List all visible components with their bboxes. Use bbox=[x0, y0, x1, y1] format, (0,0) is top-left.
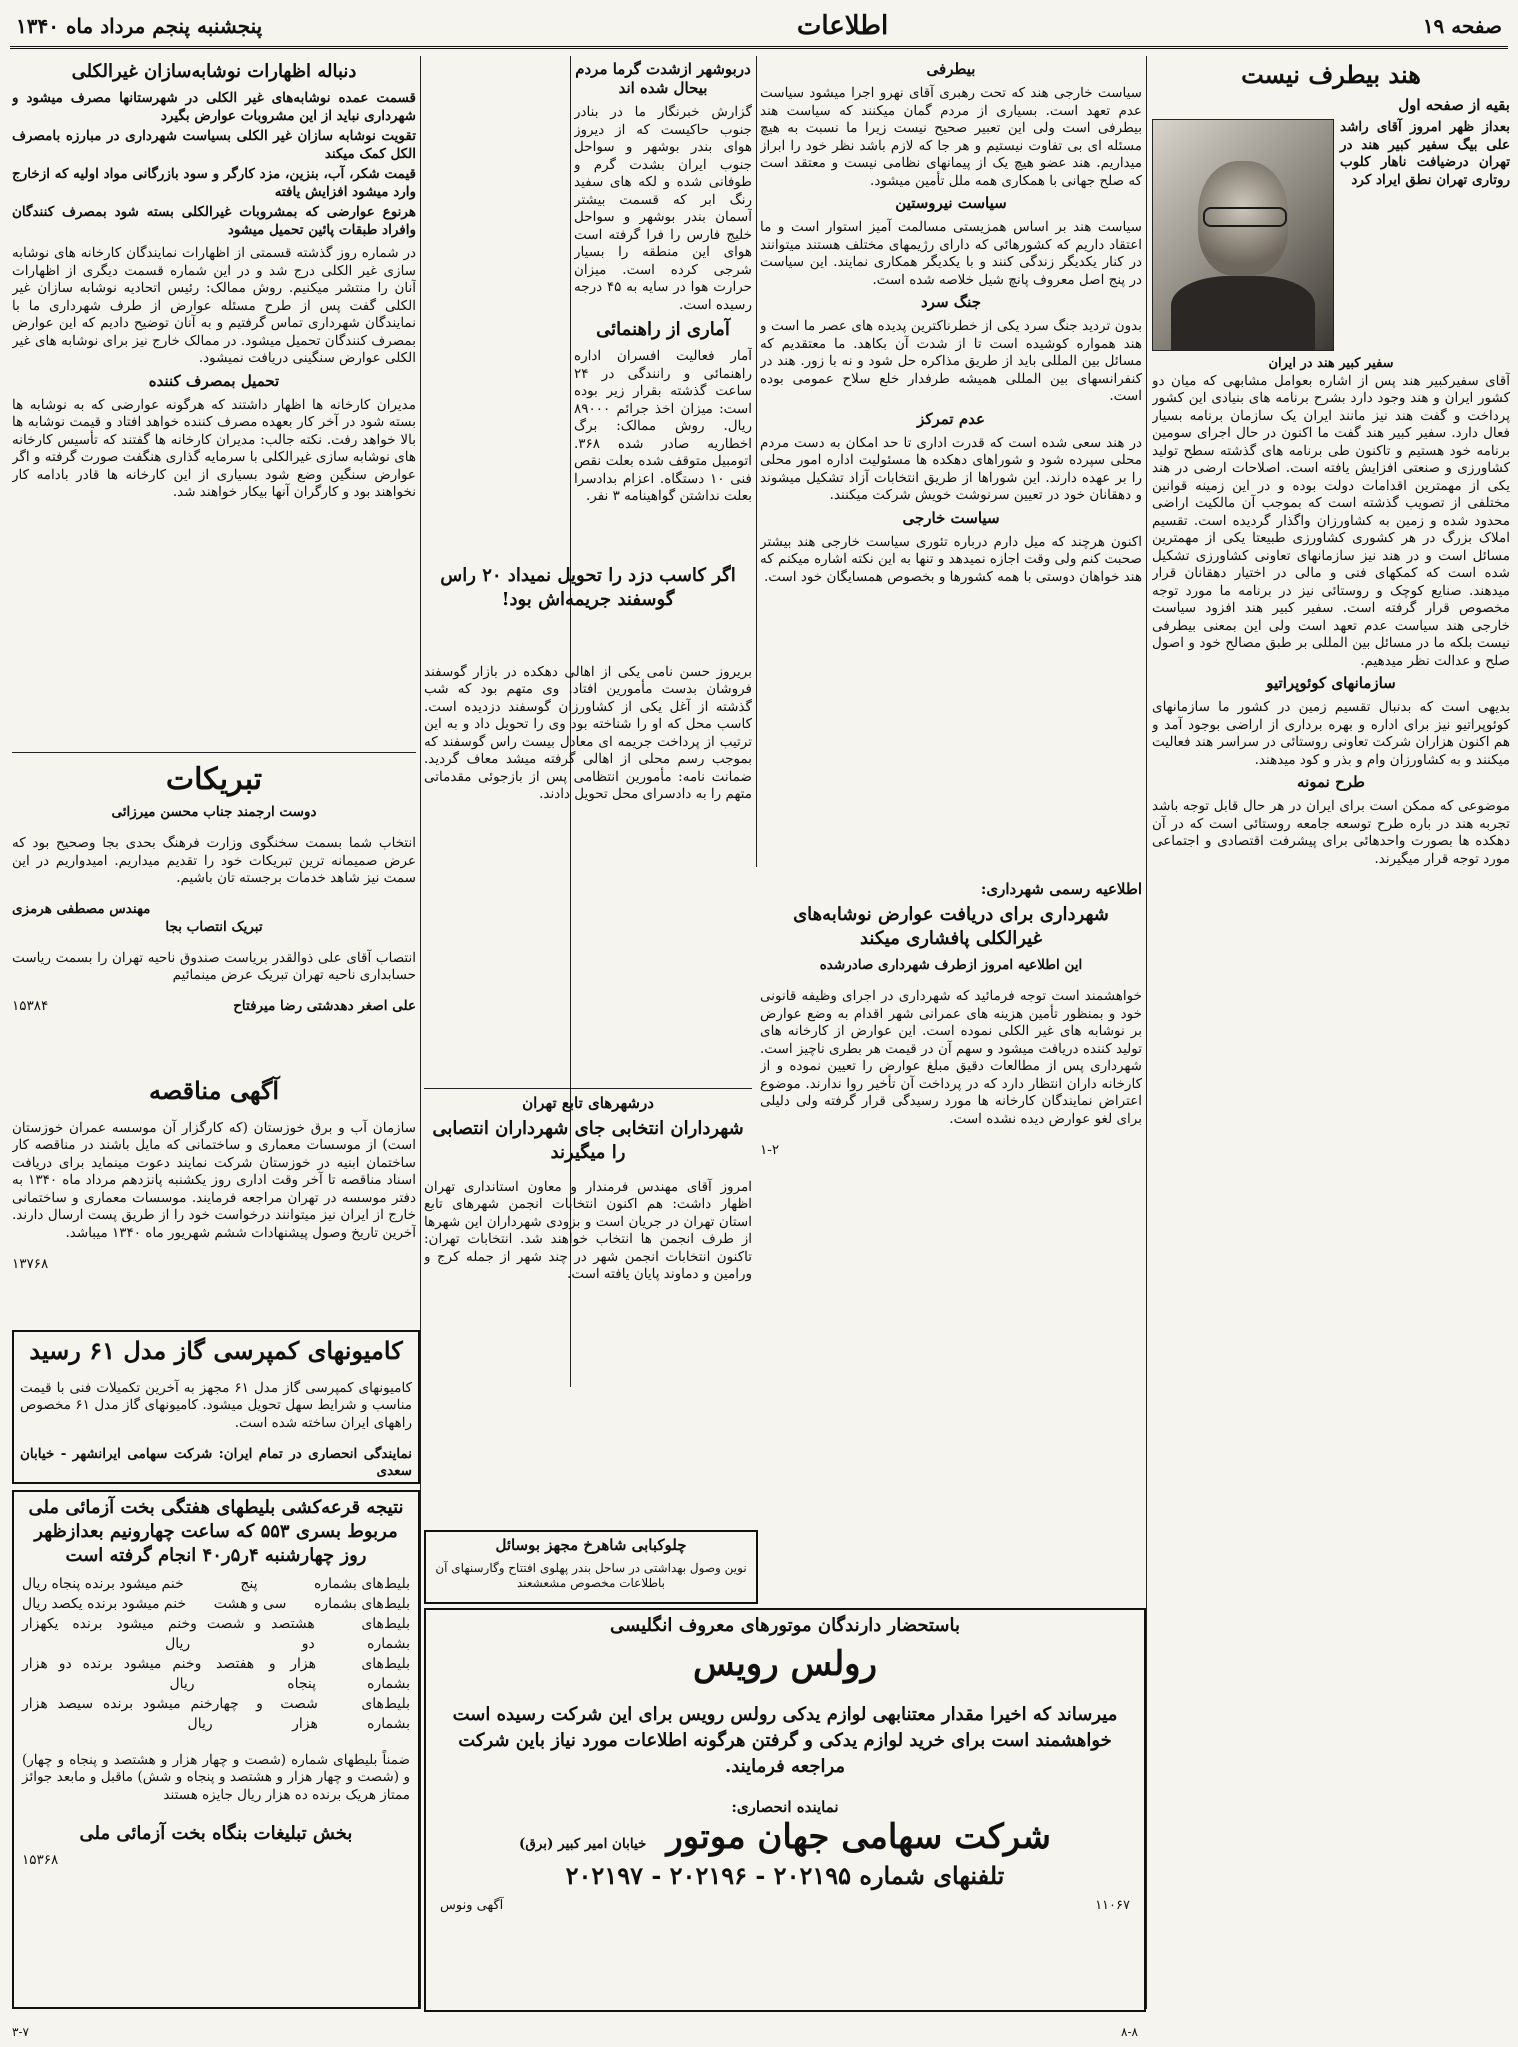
column-rule bbox=[420, 56, 421, 2009]
section-rule bbox=[424, 1088, 752, 1089]
congrats-signature: علی اصغر دهدشتی رضا میرفتاح bbox=[233, 998, 416, 1014]
article-lead: بقیه از صفحه اول bbox=[1398, 96, 1510, 114]
lottery-row: بلیط‌های بشماره سی و هشت خنم میشود برنده یکصد ریال bbox=[22, 1596, 410, 1612]
article-body: آقای سفیرکبیر هند پس از اشاره بعوامل مشابهی که میان دو کشور ایران و هند وجود دارد بشرح برنامه های بنیادی این کشور پرداخت و گفت هند نیز مانند ایران یک سازمان برنامه بسیار فعال دارد. سفیر کبیر هند گفت ما اکنون در حال اجرای سومین برنامه خود هستیم و تاکنون طی برنامه های گذشته سطح تولید کشاورزی و صنعتی افزایش یافته است. اصلاحات ارضی در هند یکی از مهمترین اقدامات دولت بوده و در این زمینه قوانین مختلفی از تصویب گذشته است که بموجب آن مالکیت اراضی محدود شده و زمین به کشاورزان واگذار گردیده است. تقسیم املاک بزرگ در هر کشوری کشاورزی طبیعتا یکی از مهمترین مسائل است و در هند نیز سازمانهای تعاونی کشاورزی تشکیل شده است که کمکهای فنی و مالی در اختیار دهقانان قرار میدهند. صنایع کوچک و روستائی نیز در برنامه ما مورد توجه مخصوص قرار گرفته است. سفیر کبیر هند افزود سیاست خارجی هند سیاست عدم تعهد است ولی این بمعنی بیطرفی نیست بلکه ما در مسائل بین المللی بر طبق مصالح خود و اصول صلح و عدالت نظر میدهیم. bbox=[1152, 372, 1510, 669]
lottery-org: بخش تبلیغات بنگاه بخت آزمائی ملی bbox=[79, 1822, 353, 1844]
article-body: موضوعی که ممکن است برای ایران در هر حال قابل توجه باشد تجربه هند در باره طرح توسعه جامعه روستائی است که در آن دهکده ها بصورت واحدهائی برای پیشرفت اقتصادی و اجتماعی مورد توجه قرار میگیرند. bbox=[1152, 798, 1510, 867]
column-rule bbox=[756, 56, 757, 867]
masthead bbox=[10, 6, 1508, 49]
article-intro: بعداز ظهر امروز آقای راشد علی بیگ سفیر کبیر هند در تهران درضیافت ناهار کلوب روتاری تهران نطق ایراد کرد bbox=[1340, 119, 1510, 188]
ad-brand: رولس رویس bbox=[692, 1644, 878, 1684]
lottery-row: بلیط‌های بشماره شصت و چهار هزار خنم میشود برنده سیصد هزار ریال bbox=[22, 1696, 410, 1732]
article-title: اگر کاسب دزد را تحویل نمیداد ۲۰ راس گوسفند جریمه‌اش بود! bbox=[440, 565, 736, 610]
ad-company: شرکت سهامی جهان موتور bbox=[666, 1817, 1052, 1857]
ad-title: چلوکبابی شاهرخ مجهز بوسائل bbox=[495, 1536, 687, 1554]
lottery-ad bbox=[12, 1490, 420, 2009]
bullet-item: قیمت شکر، آب، بنزین، مزد کارگر و سود بازرگانی مواد اولیه که ازخارج وارد میشود افزایش یافته bbox=[12, 166, 416, 200]
tender-ad bbox=[12, 1072, 416, 1322]
article-body: در شماره روز گذشته قسمتی از اظهارات نمایندگان کارخانه های نوشابه سازی غیر الکلی درج شد و در این شماره قسمت دیگری از اظهارات آنان را منتشر میکنیم. روش ممالک: رئیس اتحادیه نوشابه سازان غیر الکلی گفت پس از طرح مسئله عوارض از طرف شهرداری ما با نمایندگان شهرداری تماس گرفتیم و به آنان توضیح دادیم که این عوارض بمصرف کنندگان تحمیل میشود. در ممالک خارج نیز برای نوشابه های غیر الکلی عوارض سنگینی دریافت نمیشود. bbox=[12, 245, 416, 366]
column-rule bbox=[1146, 56, 1147, 2009]
article-title: دربوشهر ازشدت گرما مردم بیحال شده اند bbox=[575, 60, 751, 97]
issue-date: پنجشنبه پنجم مرداد ماه ۱۳۴۰ bbox=[16, 14, 263, 38]
thief-article bbox=[424, 650, 752, 1100]
lottery-row: بلیط‌های بشماره هشتصد و شصت و دو خنم میشود برنده یکهزار ریال bbox=[22, 1616, 410, 1652]
subhead: سیاست نیروستین bbox=[895, 194, 1007, 212]
congrats-body: انتخاب شما بسمت سخنگوی وزارت فرهنگ بحدی بجا وصحیح بود که عرض صمیمانه ترین تبریکات خود را تقدیم میداریم. امیدواریم در این سمت نیز شاهد خدمات برجسته تان باشیم. bbox=[12, 835, 416, 886]
article-body: سیاست خارجی هند که تحت رهبری آقای نهرو اجرا میشود سیاست عدم تعهد است. بسیاری از مردم گمان میکنند که سیاست هند بیطرفی است ولی این تعبیر صحیح نیست زیرا ما نسبت به هیچ مسئله ای بی تفاوت نیستیم و هر جا که لازم باشد نظر خود را ابراز میداریم. هند عضو هیچ یک از پیمانهای نظامی نیست و معتقد است که صلح جهانی با همکاری همه ملل تأمین میشود. bbox=[760, 85, 1142, 189]
bullet-item: تقویت نوشابه سازان غیر الکلی بسیاست شهرداری در مبارزه بامصرف الکل کمک میکند bbox=[12, 128, 416, 162]
ad-body: نوین وصول بهداشتی در ساحل بندر پهلوی افتتاح وگارسنهای آن باطلاعات مخصوص مشعشعند bbox=[435, 1561, 747, 1590]
ad-code: ۱۱۰۶۷ bbox=[1095, 1898, 1130, 1913]
article-body: مدیران کارخانه ها اظهار داشتند که هرگونه عوارضی که به نوشابه ها بسته شود در آخر کار بعهده مصرف کننده خواهد افتاد و قیمت نوشابه ها بالا خواهد رفت. نکته جالب: مدیران کارخانه ها گفتند که تأسیس کارخانه های نوشابه سازی غیرالکلی با سرمایه گذاری هنگفت صورت گرفته و اگر عوارض سنگین وضع شود بسیاری از این کارخانه ها قادر بادامه کار نخواهند بود و کارگران آنها بیکار خواهند شد. bbox=[12, 396, 416, 500]
mayors-article bbox=[424, 1094, 752, 1524]
article-kicker: درشهرهای تابع تهران bbox=[522, 1094, 654, 1112]
section-title: تبریکات bbox=[165, 762, 263, 797]
section-rule bbox=[12, 752, 416, 753]
ad-code: ۱۵۳۸۴ bbox=[12, 998, 49, 1014]
bullet-item: قسمت عمده نوشابه‌های غیر الکلی در شهرستانها مصرف میشود و شهرداری نباید از این مشروبات عوارض بگیرد bbox=[12, 90, 416, 124]
lottery-row: بلیط‌های بشماره هزار و هفتصد و پنجاه خنم میشود برنده دو هزار ریال bbox=[22, 1656, 410, 1692]
article-body: بریروز حسن نامی یکی از اهالی دهکده در بازار گوسفند فروشان بدست مأمورین افتاد. وی متهم بود که شب گذشته از آغل یکی از کشاورزان گوسفند دزدیده است. کاسب محل که او را شناخته بود وی را تحویل داد و به این ترتیب از پرداخت جریمه ای معادل بیست راس گوسفند که بموجب رسم محلی از اهالی گرفته میشد معاف گردید. ضمانت نامه: مأمورین انتظامی پس از بازجوئی مقدماتی متهم را به دادسرای محل تحویل دادند. bbox=[424, 663, 752, 802]
lottery-note: ضمناً بلیطهای شماره (شصت و چهار هزار و هشتصد و پنجاه و چهار) و (شصت و چهار هزار و هشتصد و پنجاه و شش) ماقبل و مابعد جوائز ممتاز هریک برنده ده هزار ریال جایزه هستند bbox=[22, 1751, 410, 1803]
article-body: امروز آقای مهندس فرمندار و معاون استانداری تهران اظهار داشت: هم اکنون انتخابات انجمن شهرهای تابع استان تهران در جریان است و بزودی شهرداران این شهرها از طرف انجمن ها انتخاب خواهند شد. انتخابات تهران: تاکنون انتخابات انجمن شهر در چند شهر از جمله کرج و ورامین و دماوند پایان یافته است. bbox=[424, 1178, 752, 1282]
ad-agent: نمایندگی انحصاری در تمام ایران: شرکت سهامی ایرانشهر - خیابان سعدی bbox=[20, 1445, 412, 1479]
paper-name: اطلاعات bbox=[796, 11, 889, 41]
subhead: تحمیل بمصرف کننده bbox=[148, 371, 280, 390]
article-title: آماری از راهنمائی bbox=[596, 319, 730, 340]
municipality-notice bbox=[760, 880, 1142, 1480]
article-foreign-policy bbox=[760, 56, 1142, 862]
notice-kicker: اطلاعیه رسمی شهرداری: bbox=[980, 880, 1142, 898]
ad-address: خیابان امیر کبیر (برق) bbox=[518, 1836, 647, 1852]
congrats-signature: مهندس مصطفی هرمزی bbox=[12, 901, 151, 917]
trucks-ad bbox=[12, 1330, 420, 1484]
article-body: سیاست هند بر اساس همزیستی مسالمت آمیز استوار است و ما اعتقاد داریم که کشورهائی که دارای رژیمهای مختلف هستند میتوانند در کنار یکدیگر زندگی کنند و با یکدیگر همکاری نمایند. این سیاست در پنج اصل معروف پانچ شیل خلاصه شده است. bbox=[760, 219, 1142, 288]
ad-body: میرساند که اخیرا مقدار معتنابهی لوازم یدکی رولس رویس برای این شرکت رسیده است خواهشمند است برای خرید لوازم یدکی و گرفتن هرگونه اطلاعات مورد نیاز باین شرکت مراجعه فرمایند. bbox=[452, 1704, 1118, 1777]
page-number: صفحه ۱۹ bbox=[1422, 14, 1502, 38]
article-body: گزارش خبرنگار ما در بنادر جنوب حاکیست که از دیروز هوای بندر بوشهر و سواحل جنوب ایران بشدت گرم و طوفانی شده و لکه های سفید رنگ ابر که قسمت بیشتر آسمان بندر بوشهر و سواحل خلیج فارس را فرا گرفته است هوای این منطقه را بسیار شرجی کرده است. میزان حرارت هوا در سایه به ۴۵ درجه رسیده است. bbox=[574, 104, 752, 313]
ad-title: کامیونهای کمپرسی گاز مدل ۶۱ رسید bbox=[29, 1336, 403, 1365]
ad-kicker: باستحضار دارندگان موتورهای معروف انگلیسی bbox=[610, 1615, 960, 1636]
footer-code: ۳-۷ bbox=[12, 2025, 29, 2039]
ad-title: نتیجه قرعه‌کشی بلیطهای هفتگی بخت آزمائی ملی مربوط بسری ۵۵۳ که ساعت چهارونیم بعدازظهر روز چهارشنبه ۴ر۵ر۴۰ انجام گرفته است bbox=[28, 1497, 404, 1566]
subhead: عدم تمرکز bbox=[917, 409, 985, 428]
subhead: طرح نمونه bbox=[1297, 773, 1365, 791]
notice-lead: این اطلاعیه امروز ازطرف شهرداری صادرشده bbox=[819, 957, 1083, 973]
subhead: بیطرفی bbox=[926, 60, 976, 78]
subhead: سازمانهای کوئوپراتیو bbox=[1266, 674, 1396, 692]
ad-code: ۱-۲ bbox=[760, 1141, 780, 1158]
congrats-head: دوست ارجمند جناب محسن میرزائی bbox=[111, 804, 317, 820]
article-title: هند بیطرف نیست bbox=[1241, 60, 1421, 89]
article-body: بدیهی است که بدنبال تقسیم زمین در کشور ما سازمانهای کوئوپراتیو نیز برای اداره و بهره برداری از اراضی بوجود آمد و هم اکنون هزاران شرکت تعاونی روستائی در سراسر هند فعالیت میکنند و به کشاورزان وام و بذر و کود میدهند. bbox=[1152, 699, 1510, 768]
congrats-head: تبریک انتصاب بجا bbox=[165, 918, 263, 935]
tender-body: سازمان آب و برق خوزستان (که کارگزار آن موسسه عمران خوزستان است) از موسسات معماری و ساختمانی که مایل باشند در مناقصه کار ساختمان ابنیه در خوزستان شرکت نمایند دعوت مینماید برای دریافت اسناد مناقصه تا آخر وقت اداری روز یکشنبه پانزدهم مرداد ماه ۱۳۴۰ به دفتر موسسه در تهران مراجعه فرمایند. موسسات معماری و ساختمانی خارج از ایران نیز میتوانند درخواست خود را از طریق پست ارسال دارند. آخرین تاریخ وصول پیشنهادات ششم شهریور ماه ۱۳۴۰ میباشد. bbox=[12, 1119, 416, 1241]
congrats-section bbox=[12, 758, 416, 1078]
ad-code: ۱۵۳۶۸ bbox=[22, 1851, 59, 1868]
footer-code: ۸-۸ bbox=[1121, 2025, 1138, 2039]
article-body: اکنون هرچند که میل دارم درباره تئوری سیاست خارجی هند بیشتر صحبت کنم ولی وقت اجازه نمیدهد و تنها به این نکته اشاره میکنم که هند خواهان دوستی با همه کشورها و بخصوص همسایگان خود است. bbox=[760, 533, 1142, 585]
subhead: سیاست خارجی bbox=[902, 508, 1000, 527]
article-body: بدون تردید جنگ سرد یکی از خطرناکترین پدیده های عصر ما است و هند همواره کوشیده است تا از شدت آن بکاهد. ما معتقدیم که مسائل بین المللی باید از طریق مذاکره حل شود و نه با زور. هند در کنفرانسهای بین المللی همیشه طرفدار خلع سلاح عمومی بوده است. bbox=[760, 318, 1142, 404]
ad-phones: تلفنهای شماره ۲۰۲۱۹۵ - ۲۰۲۱۹۶ - ۲۰۲۱۹۷ bbox=[565, 1861, 1005, 1890]
ad-agent-label: نماینده انحصاری: bbox=[731, 1798, 839, 1816]
article-title: شهرداران انتخابی جای شهرداران انتصابی را میگیرند bbox=[432, 1118, 744, 1163]
article-body: آمار فعالیت افسران اداره راهنمائی و رانندگی در ۲۴ ساعت گذشته بقرار زیر بوده است: میزان اخذ جرائم ۸۹۰۰۰ ریال. روش ممالک: برگ اخطاریه صادر شده ۳۶۸. اتومبیل متوقف شده بعلت نقص فنی ۱۰ دستگاه. اعزام بدادسرا بعلت نداشتن گواهینامه ۳ نفر. bbox=[574, 348, 752, 504]
ad-body: کامیونهای کمپرسی گاز مدل ۶۱ مجهز به آخرین تکمیلات فنی با قیمت مناسب و شرایط سهل تحویل میشود. کامیونهای گاز مدل ۶۱ مخصوص راههای ایران ساخته شده است. bbox=[20, 1379, 412, 1431]
rolls-royce-ad bbox=[424, 1608, 1146, 2012]
ambassador-photo bbox=[1152, 119, 1334, 351]
section-title: آگهی مناقصه bbox=[148, 1076, 280, 1105]
ad-agency: آگهی ونوس bbox=[440, 1898, 504, 1913]
notice-title: شهرداری برای دریافت عوارض نوشابه‌های غیرالکلی پافشاری میکند bbox=[793, 904, 1109, 949]
article-body: در هند سعی شده است که قدرت اداری تا حد امکان به دست مردم محلی سپرده شود و شوراهای دهکده ها مسئولیت اداره امور محلی را بر عهده دارند. این شوراها از طریق انتخابات آزاد تشکیل میشوند و دهقانان خود در تعیین سرنوشت خویش شرکت میکنند. bbox=[760, 434, 1142, 503]
photo-caption: سفیر کبیر هند در ایران bbox=[1268, 356, 1394, 371]
congrats-body: انتصاب آقای علی ذوالقدر بریاست صندوق ناحیه تهران را بسمت ریاست حسابداری ناحیه تهران تبریک عرض مینمائیم bbox=[12, 949, 416, 983]
bullet-item: هرنوع عوارضی که بمشروبات غیرالکلی بسته شود بمصرف کنندگان وافراد طبقات پائین تحمیل میشود bbox=[12, 204, 416, 238]
article-india bbox=[1152, 56, 1510, 2009]
article-title: دنباله اظهارات نوشابه‌سازان غیرالکلی bbox=[71, 61, 357, 82]
subhead: جنگ سرد bbox=[921, 293, 981, 311]
ad-code: ۱۳۷۶۸ bbox=[12, 1255, 49, 1272]
lottery-row: بلیط‌های بشماره پنج خنم میشود برنده پنجاه ریال bbox=[22, 1576, 410, 1592]
notice-body: خواهشمند است توجه فرمائید که شهرداری در اجرای وظیفه قانونی خود و بمنظور تأمین هزینه های عمرانی شهر اقدام به وضع عوارض بر نوشابه های غیر الکلی نموده است. این عوارض از کارخانه های تولید کننده دریافت میشود و سهم آن در قیمت هر بطری ناچیز است. شهرداری پس از مطالعات دقیق مبلغ عوارض را تعیین نموده و از کارخانه داران انتظار دارد که در پرداخت آن تأخیر روا ندارند. موضوع اعتراض نمایندگان کارخانه ها مورد رسیدگی قرار گرفته ولی دلیلی برای لغو عوارض دیده نشده است. bbox=[760, 988, 1142, 1127]
article-soft-drinks bbox=[12, 56, 416, 747]
chelo-ad bbox=[424, 1530, 758, 1604]
